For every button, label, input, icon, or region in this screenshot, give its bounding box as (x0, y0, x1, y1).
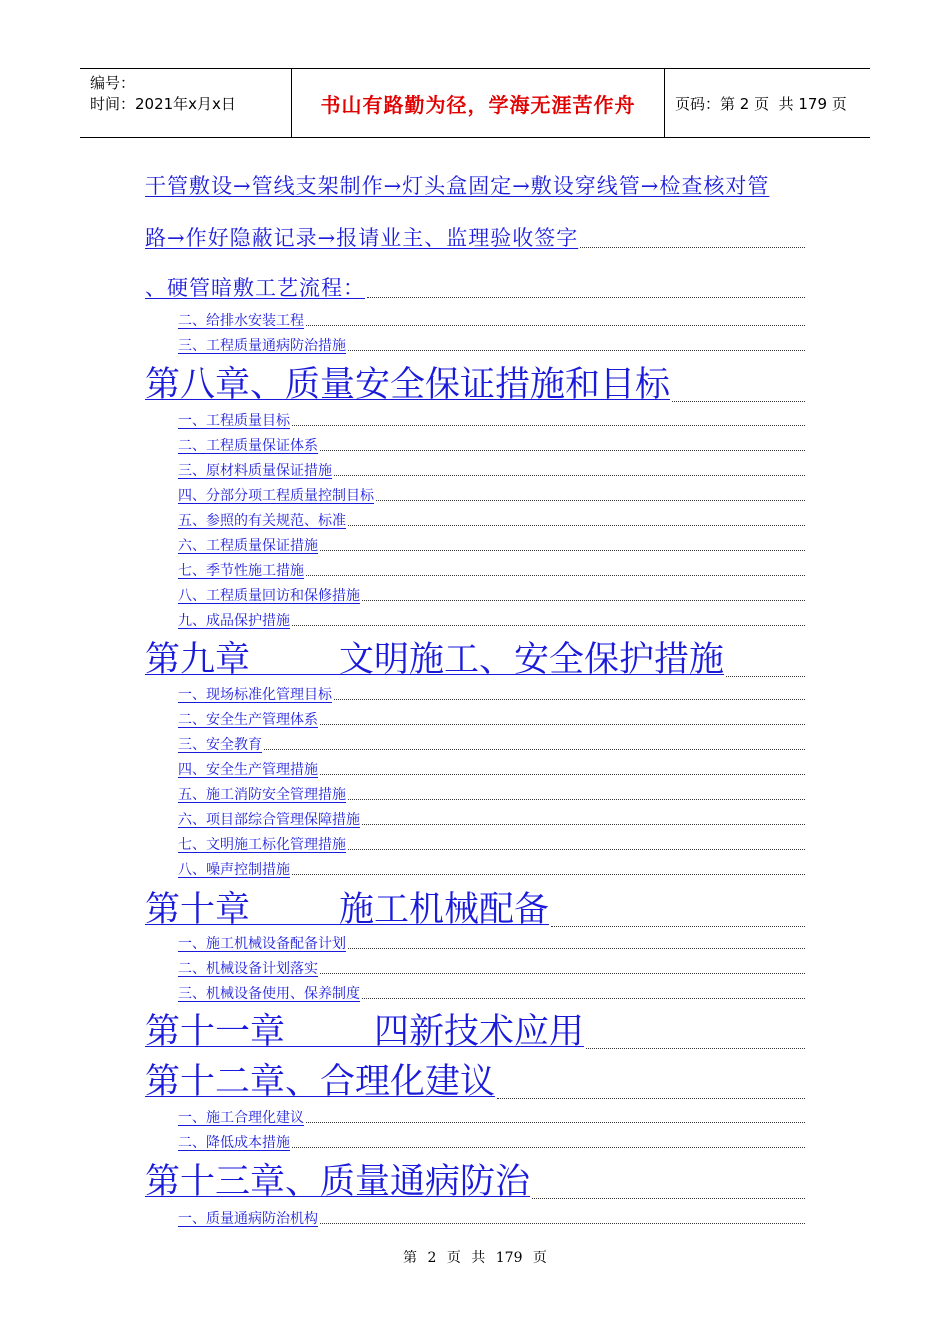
toc-entry[interactable] (178, 809, 805, 829)
toc-entry[interactable] (178, 784, 805, 804)
page-footer: 第 2 页 共 179 页 (403, 1250, 547, 1266)
toc-entry[interactable] (178, 560, 805, 580)
document-number-label: 编号： (90, 74, 136, 92)
toc-dot-leader (362, 599, 805, 601)
toc-entry-link[interactable]: 三、工程质量通病防治措施 (178, 338, 346, 354)
toc-entry-link[interactable]: 路→作好隐蔽记录→报请业主、监理验收签字 (145, 226, 579, 250)
toc-entry[interactable] (178, 485, 805, 505)
toc-entry[interactable] (178, 734, 805, 754)
toc-entry-link[interactable]: 八、噪声控制措施 (178, 862, 290, 878)
toc-entry[interactable] (178, 410, 805, 430)
toc-entry[interactable] (178, 610, 805, 630)
toc-entry-link[interactable]: 第十二章、合理化建议 (145, 1062, 496, 1102)
toc-entry[interactable] (178, 460, 805, 480)
toc-entry-link[interactable]: 一、工程质量目标 (178, 413, 290, 429)
toc-entry[interactable] (178, 759, 805, 779)
toc-entry[interactable] (178, 684, 805, 704)
toc-entry-link[interactable]: 、硬管暗敷工艺流程： (145, 276, 365, 300)
toc-dot-leader (348, 349, 805, 351)
toc-dot-leader (348, 524, 805, 526)
toc-entry[interactable] (145, 222, 805, 252)
toc-dot-leader (376, 499, 805, 501)
toc-entry-link[interactable]: 第十章 施工机械配备 (145, 890, 550, 930)
toc-entry-link[interactable]: 七、季节性施工措施 (178, 563, 304, 579)
toc-dot-leader (580, 246, 805, 248)
toc-entry-link[interactable]: 三、机械设备使用、保养制度 (178, 986, 360, 1002)
toc-dot-leader (292, 624, 805, 626)
toc-dot-leader (264, 748, 805, 750)
toc-entry[interactable] (178, 983, 805, 1003)
toc-chapter-entry[interactable] (145, 1162, 805, 1204)
header-page-label: 页码：第 2 页 共 179 页 (675, 94, 847, 113)
header-page-info (665, 69, 870, 137)
toc-dot-leader (320, 972, 805, 974)
toc-dot-leader (348, 798, 805, 800)
toc-dot-leader (320, 773, 805, 775)
toc-dot-leader (497, 1097, 805, 1099)
toc-entry-link[interactable]: 一、施工机械设备配备计划 (178, 936, 346, 952)
toc-entry-link[interactable]: 六、工程质量保证措施 (178, 538, 318, 554)
toc-dot-leader (306, 324, 805, 326)
toc-entry[interactable] (178, 933, 805, 953)
toc-dot-leader (362, 997, 805, 999)
toc-entry[interactable] (178, 958, 805, 978)
toc-entry-link[interactable]: 五、参照的有关规范、标准 (178, 513, 346, 529)
toc-dot-leader (306, 1121, 805, 1123)
toc-dot-leader (586, 1047, 805, 1049)
toc-entry[interactable] (178, 859, 805, 879)
toc-entry-link[interactable]: 四、安全生产管理措施 (178, 762, 318, 778)
toc-entry[interactable] (178, 1208, 805, 1228)
toc-dot-leader (367, 296, 805, 298)
toc-chapter-entry[interactable] (145, 1062, 805, 1104)
toc-dot-leader (362, 823, 805, 825)
toc-entry[interactable] (178, 310, 805, 330)
document-date: 时间：2021年x月x日 (90, 95, 236, 113)
toc-entry-link[interactable]: 二、工程质量保证体系 (178, 438, 318, 454)
toc-dot-leader (292, 873, 805, 875)
toc-entry-link[interactable]: 干管敷设→管线支架制作→灯头盒固定→敷设穿线管→检查核对管 (145, 174, 770, 198)
toc-dot-leader (306, 574, 805, 576)
toc-dot-leader (334, 698, 805, 700)
toc-entry-link[interactable]: 一、现场标准化管理目标 (178, 687, 332, 703)
toc-entry-link[interactable]: 五、施工消防安全管理措施 (178, 787, 346, 803)
toc-dot-leader (551, 925, 805, 927)
toc-dot-leader (348, 848, 805, 850)
toc-entry-link[interactable]: 一、施工合理化建议 (178, 1110, 304, 1126)
toc-dot-leader (532, 1197, 805, 1199)
toc-dot-leader (320, 723, 805, 725)
page-header (80, 68, 870, 138)
toc-entry[interactable] (145, 272, 805, 302)
toc-entry-link[interactable]: 二、给排水安装工程 (178, 313, 304, 329)
toc-entry-link[interactable]: 第九章 文明施工、安全保护措施 (145, 640, 725, 680)
toc-entry[interactable] (178, 1132, 805, 1152)
toc-entry[interactable] (178, 834, 805, 854)
toc-dot-leader (320, 449, 805, 451)
toc-entry[interactable] (178, 1107, 805, 1127)
toc-chapter-entry[interactable] (145, 1012, 805, 1054)
toc-dot-leader (292, 1146, 805, 1148)
toc-entry-link[interactable]: 六、项目部综合管理保障措施 (178, 812, 360, 828)
toc-entry-link[interactable]: 二、降低成本措施 (178, 1135, 290, 1151)
toc-entry[interactable] (178, 335, 805, 355)
toc-dot-leader (726, 675, 805, 677)
toc-chapter-entry[interactable] (145, 365, 805, 407)
toc-entry[interactable] (178, 709, 805, 729)
header-meta (80, 69, 291, 137)
toc-dot-leader (320, 1222, 805, 1224)
toc-entry[interactable] (178, 535, 805, 555)
header-motto: 书山有路勤为径，学海无涯苦作舟 (291, 69, 665, 137)
toc-entry-link[interactable]: 三、安全教育 (178, 737, 262, 753)
toc-entry-link[interactable]: 九、成品保护措施 (178, 613, 290, 629)
toc-chapter-entry[interactable] (145, 640, 805, 682)
toc-entry[interactable] (178, 510, 805, 530)
toc-entry[interactable] (145, 170, 805, 200)
toc-dot-leader (334, 474, 805, 476)
toc-entry[interactable] (178, 585, 805, 605)
toc-dot-leader (348, 947, 805, 949)
toc-entry[interactable] (178, 435, 805, 455)
toc-entry-link[interactable]: 三、原材料质量保证措施 (178, 463, 332, 479)
toc-entry-link[interactable]: 第十三章、质量通病防治 (145, 1162, 531, 1202)
toc-dot-leader (292, 424, 805, 426)
toc-entry-link[interactable]: 七、文明施工标化管理措施 (178, 837, 346, 853)
toc-entry-link[interactable]: 八、工程质量回访和保修措施 (178, 588, 360, 604)
toc-entry-link[interactable]: 二、机械设备计划落实 (178, 961, 318, 977)
toc-entry-link[interactable]: 一、质量通病防治机构 (178, 1211, 318, 1227)
toc-entry-link[interactable]: 第八章、质量安全保证措施和目标 (145, 365, 671, 405)
toc-entry-link[interactable]: 四、分部分项工程质量控制目标 (178, 488, 374, 504)
toc-dot-leader (320, 549, 805, 551)
toc-entry-link[interactable]: 第十一章 四新技术应用 (145, 1012, 585, 1052)
toc-entry-link[interactable]: 二、安全生产管理体系 (178, 712, 318, 728)
toc-dot-leader (672, 400, 805, 402)
toc-chapter-entry[interactable] (145, 890, 805, 932)
